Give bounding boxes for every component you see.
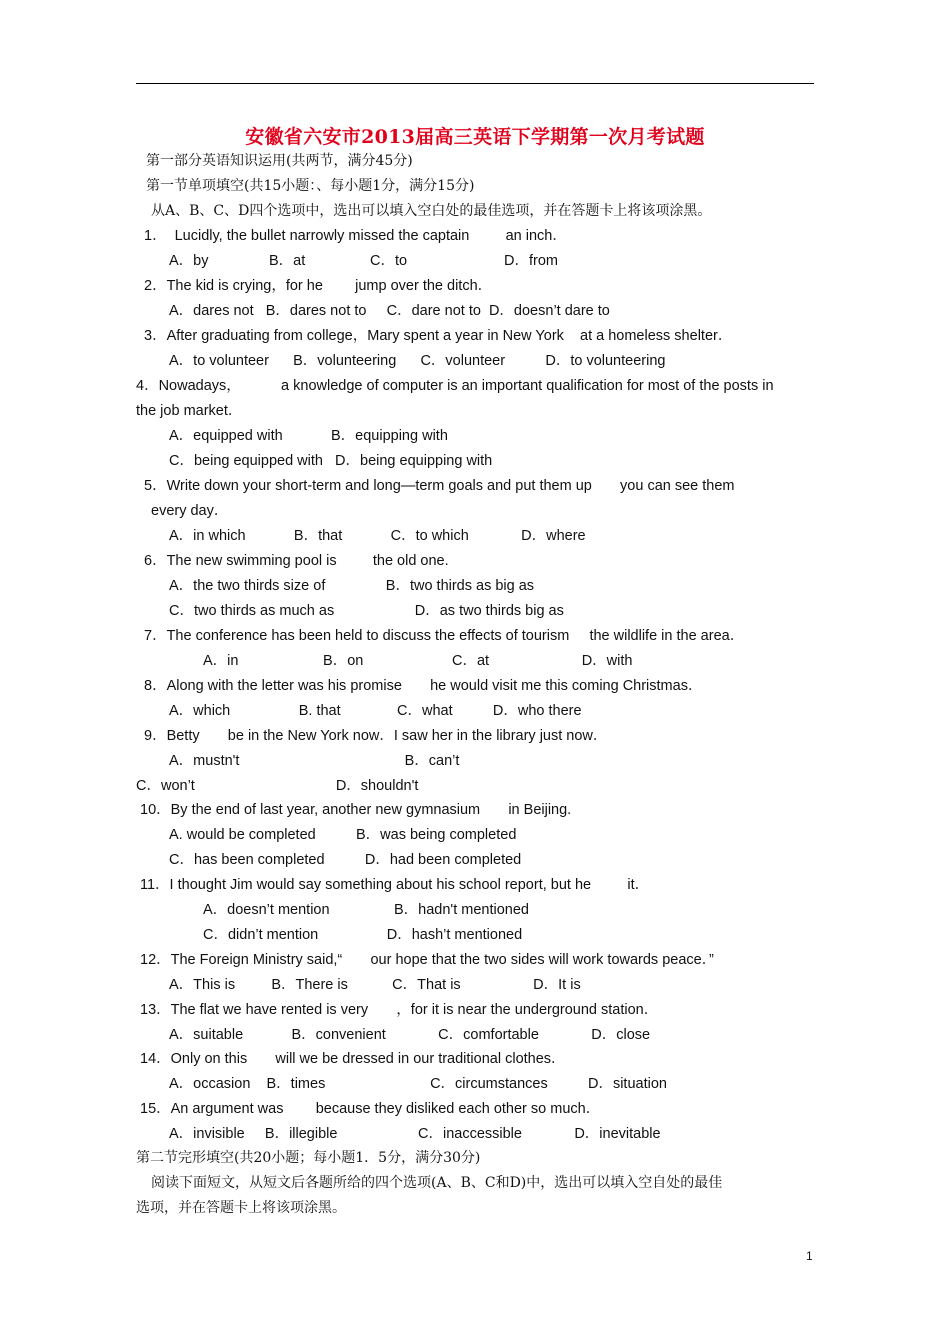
question-stem-continued: the job market． <box>136 403 243 419</box>
question-stem: 4．Nowadays， a knowledge of computer is an important qualification for most of the posts in <box>136 378 774 394</box>
question-stem: 8．Along with the letter was his promise he would visit me this coming Christmas． <box>144 678 703 694</box>
question-stem: 9．Betty be in the New York now．I saw her in the library just now． <box>144 728 608 744</box>
question-options: A．mustn't B．can’t <box>169 753 460 769</box>
question-stem: 10．By the end of last year, another new gymnasium in Beijing. <box>140 802 572 818</box>
page-number: 1 <box>806 1249 813 1263</box>
option-d: D．from <box>504 253 558 269</box>
question-options: A．in which B．that C．to which D．where <box>169 528 586 544</box>
question-stem: 6．The new swimming pool is the old one. <box>144 553 449 569</box>
question-stem: 12．The Foreign Ministry said,“ our hope that the two sides will work towards peace．” <box>140 952 714 968</box>
question-stem: 1． Lucidly, the bullet narrowly missed the captain an inch． <box>144 228 567 244</box>
section1-heading: 第一节单项填空(共15小题：、每小题1分，满分15分) <box>146 178 475 194</box>
section1-instruction: 从A、B、C、D四个选项中，选出可以填入空白处的最佳选项，并在答题卡上将该项涂黑。 <box>151 203 712 219</box>
question-stem-continued: every day． <box>151 503 229 519</box>
question-stem: 2．The kid is crying，for he jump over the ditch． <box>144 278 493 294</box>
question-options: A．invisible B．illegible C．inaccessible D．inevitable <box>169 1126 661 1142</box>
question-options: A．doesn’t mention B．hadn't mentioned <box>203 902 529 918</box>
option-a: A．by <box>169 253 209 269</box>
question-options: A．in B．on C．at D．with <box>203 653 633 669</box>
question-options: C．being equipped with D．being equipping with <box>169 453 493 469</box>
question-options: A．equipped with B．equipping with <box>169 428 448 444</box>
question-stem: 13．The flat we have rented is very ，for it is near the underground station． <box>140 1002 659 1018</box>
question-options: C．has been completed D．had been completed <box>169 852 522 868</box>
question-options: A．which B. that C．what D．who there <box>169 703 582 719</box>
question-stem: 11．I thought Jim would say something about his school report, but he it． <box>140 877 650 893</box>
option-b: B．at <box>269 253 306 269</box>
option-c: C．to <box>370 253 408 269</box>
question-stem: 3．After graduating from college，Mary spent a year in New York at a homeless shelter． <box>144 328 733 344</box>
question-stem: 14．Only on this will we be dressed in our traditional clothes． <box>140 1051 566 1067</box>
question-options: A．occasion B．times C．circumstances D．situation <box>169 1076 667 1092</box>
question-stem: 5．Write down your short-term and long—term goals and put them up you can see them <box>144 478 735 494</box>
question-options: C．won’t D．shouldn't <box>136 778 419 794</box>
question-stem: 15．An argument was because they disliked each other so much． <box>140 1101 601 1117</box>
question-options: A．dares not B．dares not to C．dare not to D．doesn’t dare to <box>169 303 610 319</box>
question-options: A．This is B．There is C．That is D．It is <box>169 977 581 993</box>
section2-heading: 第二节完形填空(共20小题；每小题1．5分，满分30分) <box>136 1150 481 1166</box>
question-options: A．to volunteer B．volunteering C．volunteer D．to volunteering <box>169 353 666 369</box>
section2-instruction: 阅读下面短文，从短文后各题所给的四个选项(A、B、C和D)中，选出可以填入空自处的最佳 <box>151 1175 723 1191</box>
question-options: A．suitable B．convenient C．comfortable D．close <box>169 1027 651 1043</box>
page-title: 安徽省六安市2013届高三英语下学期第一次月考试题 <box>245 126 705 148</box>
header-rule <box>136 83 814 84</box>
question-options: C．didn’t mention D．hash’t mentioned <box>203 927 523 943</box>
question-options: A. would be completed B．was being completed <box>169 827 517 843</box>
part1-heading: 第一部分英语知识运用(共两节，满分45分) <box>146 153 413 169</box>
question-options: A．the two thirds size of B．two thirds as big as <box>169 578 535 594</box>
section2-instruction-continued: 选项，并在答题卡上将该项涂黑。 <box>136 1200 346 1216</box>
question-options: C．two thirds as much as D．as two thirds big as <box>169 603 564 619</box>
question-stem: 7．The conference has been held to discuss the effects of tourism the wildlife in the area． <box>144 628 745 644</box>
